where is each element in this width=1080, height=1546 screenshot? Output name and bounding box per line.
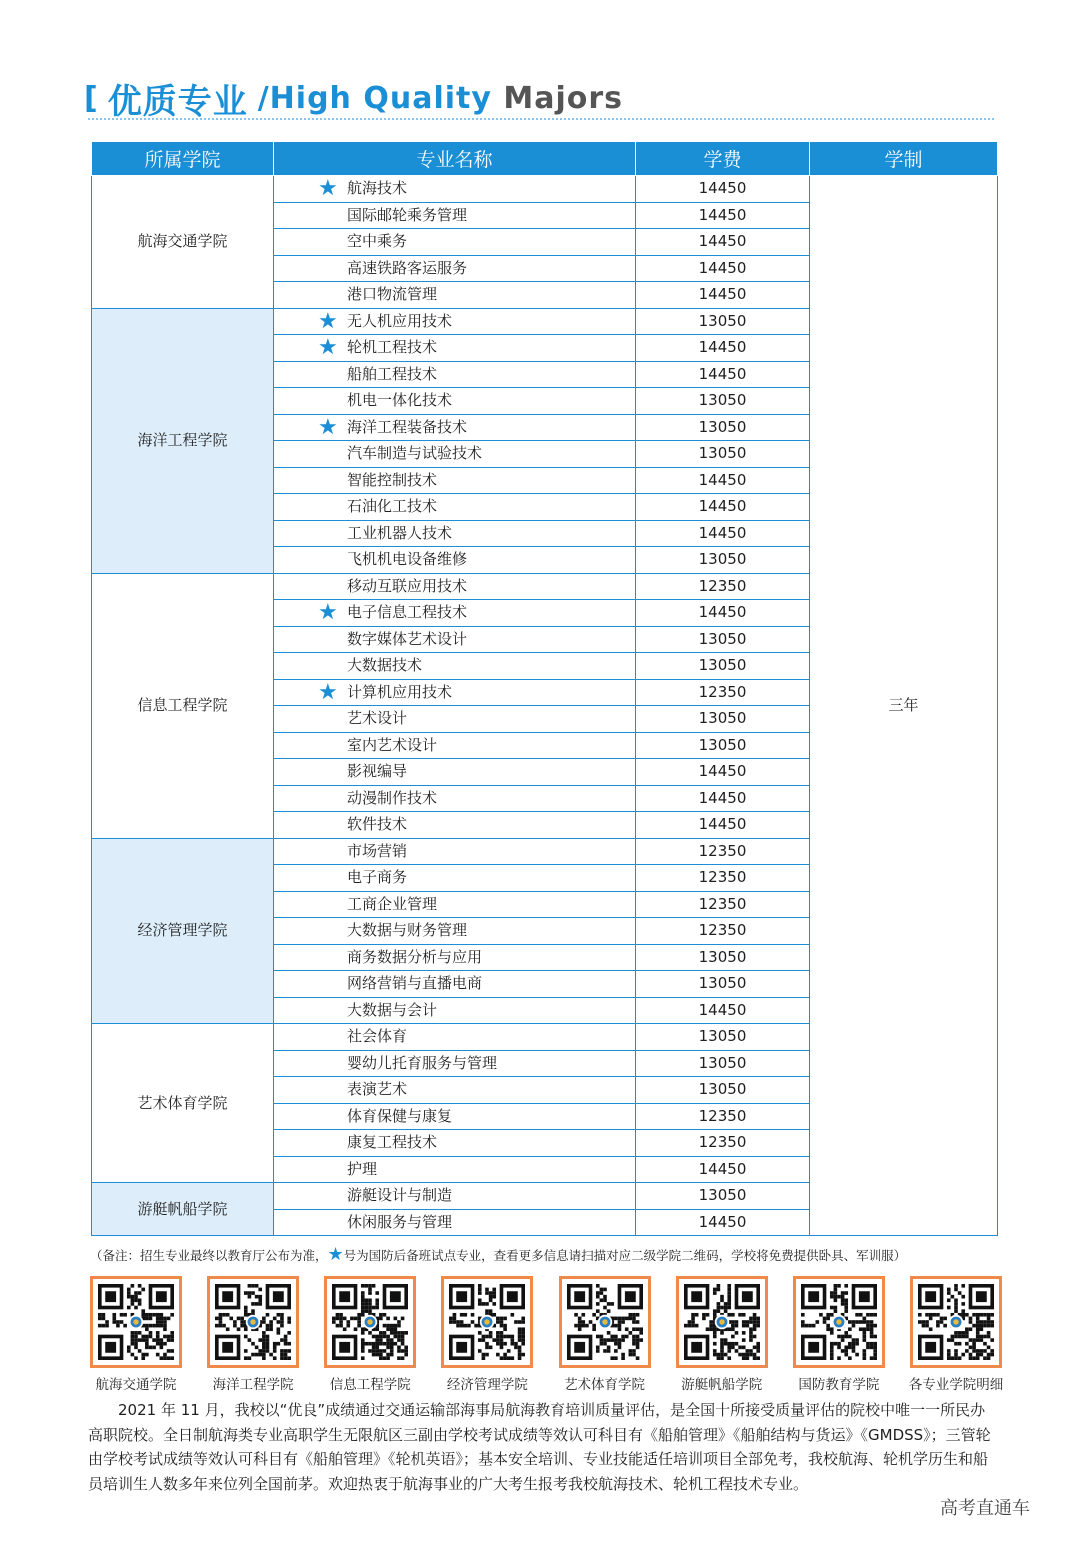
major-name-cell (274, 838, 636, 865)
fee-cell: 13050 (636, 971, 810, 998)
fee-cell: 14450 (636, 176, 810, 203)
qr-code-item (320, 1276, 420, 1394)
fee-cell: 14450 (636, 229, 810, 256)
major-name: 电子商务 (347, 868, 408, 887)
footnote-after: 号为国防后备班试点专业，查看更多信息请扫描对应二级学院二维码，学校将免费提供卧具、军训服） (343, 1248, 907, 1263)
major-name: 艺术设计 (347, 709, 408, 728)
fee-cell: 14450 (636, 361, 810, 388)
qr-code-item (86, 1276, 186, 1394)
major-name-cell (274, 759, 636, 786)
major-name-cell (274, 812, 636, 839)
fee-cell: 12350 (636, 891, 810, 918)
fee-cell: 12350 (636, 918, 810, 945)
fee-cell: 13050 (636, 414, 810, 441)
major-name: 移动互联应用技术 (347, 576, 468, 595)
star-icon: ★ (318, 308, 338, 334)
qr-code-icon[interactable] (207, 1276, 299, 1368)
major-name: 港口物流管理 (347, 285, 438, 304)
star-icon: ★ (318, 176, 338, 201)
fee-cell: 14450 (636, 202, 810, 229)
fee-cell: 12350 (636, 1130, 810, 1157)
fee-cell: 12350 (636, 1103, 810, 1130)
major-name: 网络营销与直播电商 (347, 974, 483, 993)
col-header-college: 所属学院 (92, 142, 274, 176)
table-row (92, 176, 998, 203)
major-name-cell (274, 308, 636, 335)
major-name: 康复工程技术 (347, 1133, 438, 1152)
fee-cell: 13050 (636, 547, 810, 574)
major-name: 体育保健与康复 (347, 1106, 453, 1125)
major-name-cell (274, 1183, 636, 1210)
major-name-cell (274, 282, 636, 309)
title-en-prefix: /High (257, 80, 352, 116)
star-icon: ★ (318, 414, 338, 440)
qr-code-row (86, 1276, 1006, 1394)
fee-cell: 14450 (636, 467, 810, 494)
major-name: 空中乘务 (347, 232, 408, 251)
description (88, 1398, 1000, 1496)
major-name-cell (274, 997, 636, 1024)
major-name-cell (274, 918, 636, 945)
qr-code-icon[interactable] (90, 1276, 182, 1368)
fee-cell: 13050 (636, 944, 810, 971)
major-name: 表演艺术 (347, 1080, 408, 1099)
fee-cell: 13050 (636, 441, 810, 468)
qr-code-icon[interactable] (559, 1276, 651, 1368)
major-name: 汽车制造与试验技术 (347, 444, 483, 463)
major-name: 数字媒体艺术设计 (347, 629, 468, 648)
qr-code-item (555, 1276, 655, 1394)
fee-cell: 13050 (636, 308, 810, 335)
footnote (90, 1244, 1000, 1265)
major-name-cell (274, 441, 636, 468)
major-name-cell (274, 335, 636, 362)
major-name-cell (274, 176, 636, 203)
major-name-cell (274, 520, 636, 547)
qr-code-label: 海洋工程学院 (212, 1377, 294, 1393)
duration-cell: 三年 (810, 176, 998, 1236)
major-name: 机电一体化技术 (347, 391, 453, 410)
qr-code-icon[interactable] (910, 1276, 1002, 1368)
major-name-cell (274, 732, 636, 759)
col-header-duration: 学制 (810, 142, 998, 176)
major-name: 大数据与财务管理 (347, 921, 468, 940)
major-name: 无人机应用技术 (347, 311, 453, 330)
fee-cell: 14450 (636, 335, 810, 362)
header-bracket: [ (84, 80, 98, 116)
college-cell: 信息工程学院 (92, 573, 274, 838)
qr-code-icon[interactable] (441, 1276, 533, 1368)
major-name: 商务数据分析与应用 (347, 947, 483, 966)
major-name: 大数据技术 (347, 656, 423, 675)
fee-cell: 12350 (636, 838, 810, 865)
major-name: 航海技术 (347, 179, 408, 198)
star-icon: ★ (318, 335, 338, 360)
qr-code-label: 游艇帆船学院 (681, 1377, 763, 1393)
col-header-fee: 学费 (636, 142, 810, 176)
fee-cell: 14450 (636, 759, 810, 786)
major-name-cell (274, 1077, 636, 1104)
star-icon: ★ (327, 1244, 344, 1265)
college-cell: 海洋工程学院 (92, 308, 274, 573)
major-name: 计算机应用技术 (347, 682, 453, 701)
majors-table (91, 141, 998, 1236)
fee-cell: 12350 (636, 865, 810, 892)
qr-code-icon[interactable] (676, 1276, 768, 1368)
qr-code-item (789, 1276, 889, 1394)
qr-code-label: 信息工程学院 (329, 1377, 411, 1393)
fee-cell: 13050 (636, 388, 810, 415)
section-header (84, 74, 1004, 122)
fee-cell: 13050 (636, 1183, 810, 1210)
fee-cell: 14450 (636, 1156, 810, 1183)
major-name: 影视编导 (347, 762, 408, 781)
title-en-quality: Quality (363, 80, 492, 116)
major-name: 工业机器人技术 (347, 523, 453, 542)
major-name-cell (274, 547, 636, 574)
college-cell: 艺术体育学院 (92, 1024, 274, 1183)
qr-code-label: 航海交通学院 (95, 1377, 177, 1393)
fee-cell: 12350 (636, 679, 810, 706)
fee-cell: 13050 (636, 1077, 810, 1104)
qr-code-label: 各专业学院明细 (908, 1377, 1004, 1393)
qr-code-icon[interactable] (324, 1276, 416, 1368)
fee-cell: 13050 (636, 1050, 810, 1077)
major-name: 护理 (347, 1159, 378, 1178)
major-name-cell (274, 361, 636, 388)
star-icon: ★ (318, 679, 338, 705)
major-name-cell (274, 706, 636, 733)
major-name-cell (274, 1209, 636, 1236)
fee-cell: 14450 (636, 785, 810, 812)
footnote-before: （备注：招生专业最终以教育厅公布为准， (90, 1248, 328, 1263)
major-name-cell (274, 600, 636, 627)
major-name-cell (274, 467, 636, 494)
fee-cell: 14450 (636, 600, 810, 627)
fee-cell: 13050 (636, 653, 810, 680)
fee-cell: 14450 (636, 255, 810, 282)
fee-cell: 14450 (636, 494, 810, 521)
fee-cell: 14450 (636, 812, 810, 839)
major-name-cell (274, 1130, 636, 1157)
college-cell: 航海交通学院 (92, 176, 274, 309)
major-name: 国际邮轮乘务管理 (347, 205, 468, 224)
description-text: 2021 年 11 月，我校以“优良”成绩通过交通运输部海事局航海教育培训质量评估，是全国十所接受质量评估的院校中唯一一所民办高职院校。全日制航海类专业高职学生无限航区三副由学校考试成绩等效认可科目有《船舶管理》《船舶结构与货运》《GMDSS》；三管轮由学校考试成绩等效认可科目有《船舶管理》《轮机英语》；基本安全培训、专业技能适任培训项目全部免考，我校航海、轮机学历生和船员培训生人数多年来位列全国前茅。欢迎热衷于航海事业的广大考生报考我校航海技术、轮机工程技术专业。 (88, 1401, 991, 1493)
col-header-major: 专业名称 (274, 142, 636, 176)
major-name: 飞机机电设备维修 (347, 550, 468, 569)
major-name-cell (274, 971, 636, 998)
qr-code-label: 国防教育学院 (798, 1377, 880, 1393)
major-name-cell (274, 229, 636, 256)
majors-table-body (92, 176, 998, 1236)
fee-cell: 13050 (636, 626, 810, 653)
qr-code-label: 经济管理学院 (446, 1377, 528, 1393)
major-name: 市场营销 (347, 841, 408, 860)
major-name-cell (274, 1103, 636, 1130)
fee-cell: 14450 (636, 282, 810, 309)
major-name: 海洋工程装备技术 (347, 417, 468, 436)
fee-cell: 14450 (636, 520, 810, 547)
qr-code-label: 艺术体育学院 (564, 1377, 646, 1393)
major-name: 轮机工程技术 (347, 338, 438, 357)
fee-cell: 12350 (636, 573, 810, 600)
major-name-cell (274, 679, 636, 706)
major-name: 石油化工技术 (347, 497, 438, 516)
major-name-cell (274, 865, 636, 892)
major-name-cell (274, 1024, 636, 1051)
title-chinese: 优质专业 (107, 81, 248, 122)
college-cell: 游艇帆船学院 (92, 1183, 274, 1236)
major-name: 高速铁路客运服务 (347, 258, 468, 277)
title-english (258, 81, 623, 116)
major-name: 社会体育 (347, 1027, 408, 1046)
major-name: 游艇设计与制造 (347, 1186, 453, 1205)
major-name: 船舶工程技术 (347, 364, 438, 383)
qr-code-item (437, 1276, 537, 1394)
major-name: 婴幼儿托育服务与管理 (347, 1053, 498, 1072)
major-name: 智能控制技术 (347, 470, 438, 489)
star-icon: ★ (318, 600, 338, 625)
major-name-cell (274, 414, 636, 441)
major-name: 动漫制作技术 (347, 788, 438, 807)
major-name-cell (274, 785, 636, 812)
qr-code-item (906, 1276, 1006, 1394)
major-name-cell (274, 573, 636, 600)
major-name-cell (274, 1050, 636, 1077)
title-en-majors: Majors (503, 80, 624, 116)
major-name: 软件技术 (347, 815, 408, 834)
fee-cell: 13050 (636, 1024, 810, 1051)
fee-cell: 14450 (636, 997, 810, 1024)
major-name-cell (274, 626, 636, 653)
major-name-cell (274, 1156, 636, 1183)
fee-cell: 14450 (636, 1209, 810, 1236)
college-cell: 经济管理学院 (92, 838, 274, 1024)
major-name-cell (274, 388, 636, 415)
qr-code-icon[interactable] (793, 1276, 885, 1368)
fee-cell: 13050 (636, 732, 810, 759)
fee-cell: 13050 (636, 706, 810, 733)
major-name-cell (274, 891, 636, 918)
qr-code-item (672, 1276, 772, 1394)
qr-code-item (203, 1276, 303, 1394)
major-name-cell (274, 944, 636, 971)
watermark: 高考直通车 (940, 1498, 1030, 1519)
major-name-cell (274, 255, 636, 282)
header-divider (88, 118, 994, 120)
major-name: 室内艺术设计 (347, 735, 438, 754)
major-name: 电子信息工程技术 (347, 603, 468, 622)
major-name: 休闲服务与管理 (347, 1212, 453, 1231)
major-name-cell (274, 494, 636, 521)
table-header-row (92, 142, 998, 176)
major-name-cell (274, 653, 636, 680)
major-name: 大数据与会计 (347, 1000, 438, 1019)
major-name: 工商企业管理 (347, 894, 438, 913)
major-name-cell (274, 202, 636, 229)
